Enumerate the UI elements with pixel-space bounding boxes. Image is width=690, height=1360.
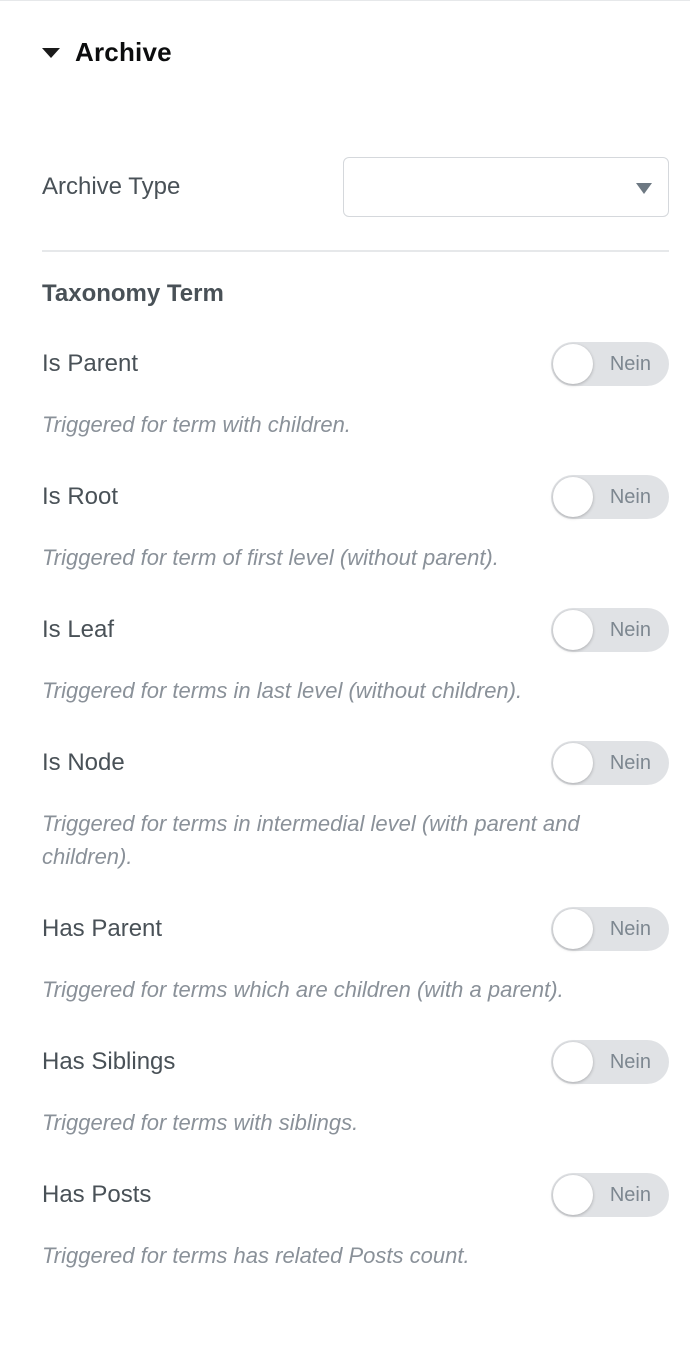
switch-state-label: Nein — [609, 1184, 651, 1206]
archive-type-select[interactable] — [343, 157, 669, 217]
control-description: Triggered for term of first level (without parent). — [42, 545, 499, 570]
control-is-parent — [42, 342, 669, 441]
control-description: Triggered for terms in intermedial level (with parent and children). — [42, 811, 580, 869]
is-root-switch[interactable] — [551, 475, 669, 519]
control-has-parent — [42, 907, 669, 1006]
control-label: Has Posts — [42, 1181, 152, 1208]
control-description: Triggered for term with children. — [42, 412, 351, 437]
control-description: Triggered for terms in last level (without children). — [42, 678, 523, 703]
is-node-switch[interactable] — [551, 741, 669, 785]
switch-state-label: Nein — [609, 486, 651, 508]
switch-knob — [553, 743, 593, 783]
has-posts-switch[interactable] — [551, 1173, 669, 1217]
control-is-leaf — [42, 608, 669, 707]
is-parent-switch[interactable] — [551, 342, 669, 386]
switch-knob — [553, 909, 593, 949]
taxonomy-term-heading: Taxonomy Term — [42, 280, 224, 307]
switch-knob — [553, 1042, 593, 1082]
is-leaf-switch[interactable] — [551, 608, 669, 652]
archive-type-control — [42, 157, 669, 217]
control-has-siblings — [42, 1040, 669, 1139]
control-description: Triggered for terms which are children (with a parent). — [42, 977, 564, 1002]
switch-knob — [553, 344, 593, 384]
control-has-posts — [42, 1173, 669, 1272]
control-description: Triggered for terms has related Posts count. — [42, 1243, 470, 1268]
archive-type-label: Archive Type — [42, 173, 181, 200]
switch-knob — [553, 1175, 593, 1215]
has-siblings-switch[interactable] — [551, 1040, 669, 1084]
switch-state-label: Nein — [609, 1051, 651, 1073]
switch-knob — [553, 477, 593, 517]
control-is-root — [42, 475, 669, 574]
archive-section-toggle[interactable] — [42, 34, 172, 70]
control-description: Triggered for terms with siblings. — [42, 1110, 359, 1135]
control-label: Has Parent — [42, 915, 163, 942]
section-title: Archive — [75, 36, 172, 67]
has-parent-switch[interactable] — [551, 907, 669, 951]
divider — [42, 250, 669, 252]
switch-state-label: Nein — [609, 918, 651, 940]
switch-state-label: Nein — [609, 353, 651, 375]
caret-down-icon — [42, 48, 60, 58]
control-label: Is Node — [42, 749, 125, 776]
switch-state-label: Nein — [609, 752, 651, 774]
control-label: Has Siblings — [42, 1048, 176, 1075]
switch-knob — [553, 610, 593, 650]
control-label: Is Leaf — [42, 616, 115, 643]
control-label: Is Parent — [42, 350, 139, 377]
dropdown-arrow-icon — [636, 183, 652, 194]
panel-top-border — [0, 0, 690, 1]
switch-state-label: Nein — [609, 619, 651, 641]
control-is-node — [42, 741, 669, 873]
control-label: Is Root — [42, 483, 119, 510]
